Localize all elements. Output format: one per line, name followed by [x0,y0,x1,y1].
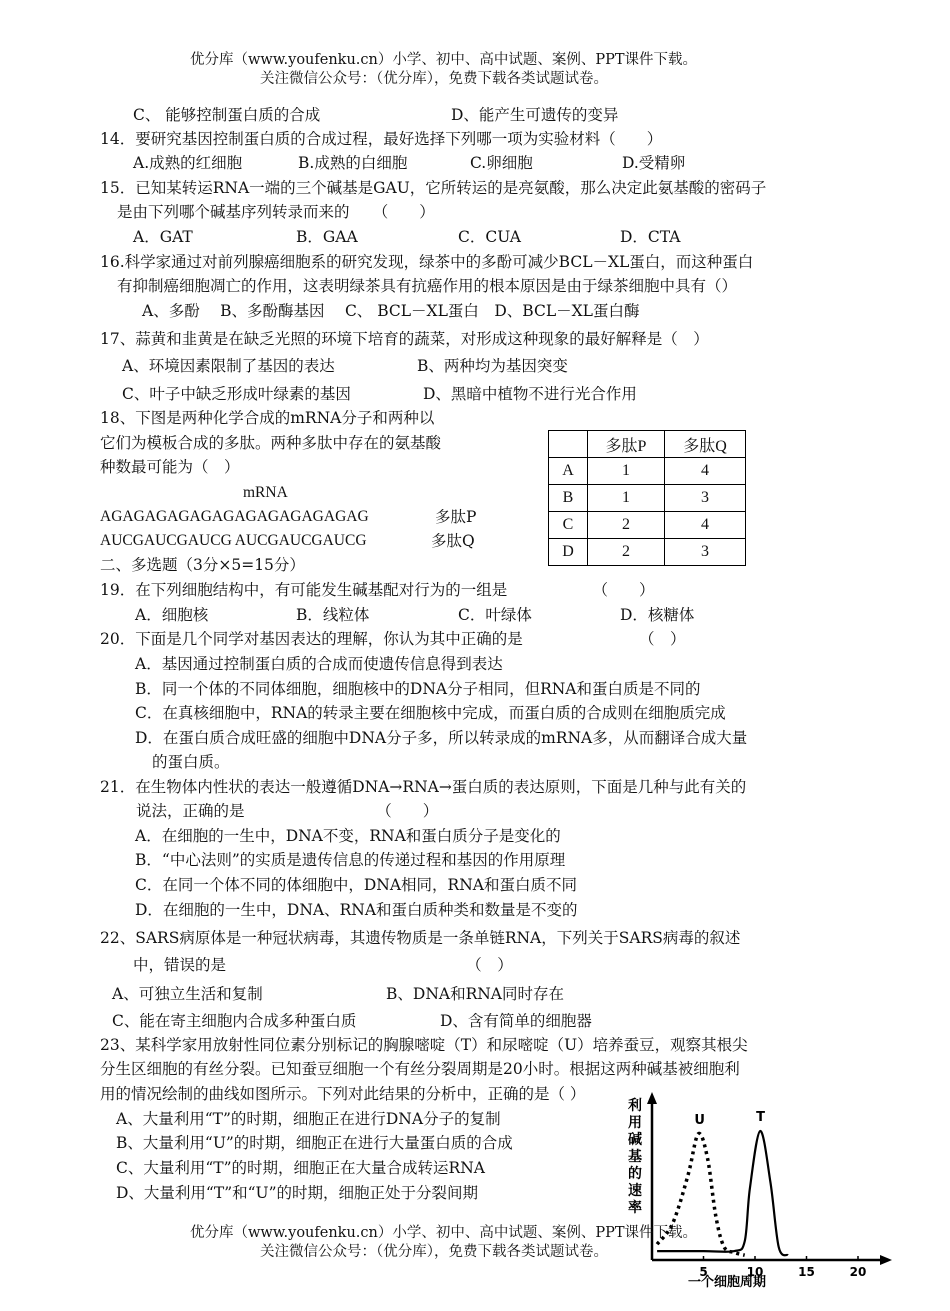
q14-option-a: A.成熟的红细胞 [133,154,243,172]
q18-peptide-q-label: 多肽Q [431,532,475,550]
series-t-label: T [756,1110,766,1126]
q20-option-c: C．在真核细胞中，RNA的转录主要在细胞核中完成，而蛋白质的合成则在细胞质完成 [135,704,726,722]
q15-option-d: D．CTA [620,228,681,246]
q21-stem-2: 说法，正确的是 （ ） [136,802,439,820]
q18-stem-2: 它们为模板合成的多肽。两种多肽中存在的氨基酸 [100,434,442,452]
table-cell: 4 [665,512,746,539]
y-axis-label-char: 基 [628,1149,642,1165]
table-cell: 1 [588,458,665,485]
table-row [549,458,746,485]
y-axis-label [628,1097,642,1216]
header-line-2: 关注微信公众号：（优分库），免费下载各类试题试卷。 [260,71,608,87]
x-tick-label: 15 [798,1265,815,1279]
q18-sequence-1: AGAGAGAGAGAGAGAGAGAGAGAG [100,508,369,525]
q22-option-a: A、可独立生活和复制 [112,985,263,1003]
table-row [549,485,746,512]
q23-option-d: D、大量利用“T”和“U”的时期，细胞正处于分裂间期 [116,1184,479,1202]
q15-stem-1: 15．已知某转运RNA一端的三个碱基是GAU，它所转运的是亮氨酸，那么决定此氨基酸的密码子 [100,179,767,197]
q15-stem-2: 是由下列哪个碱基序列转录而来的 （ ） [117,203,435,221]
q16-stem-2: 有抑制癌细胞凋亡的作用，这表明绿茶具有抗癌作用的根本原因是由于绿茶细胞中具有（） [117,277,738,295]
y-axis-label-char: 利 [628,1098,642,1114]
table-cell: 4 [665,458,746,485]
x-axis-label: 一个细胞周期 [688,1275,767,1290]
footer-line-2: 关注微信公众号：（优分库），免费下载各类试题试卷。 [260,1244,608,1260]
table-row [549,512,746,539]
q13-option-c: C、 能够控制蛋白质的合成 [133,106,321,124]
q21-stem-1: 21．在生物体内性状的表达一般遵循DNA→RNA→蛋白质的表达原则，下面是几种与此有关的 [100,778,747,796]
q21-option-a: A．在细胞的一生中，DNA不变，RNA和蛋白质分子是变化的 [135,827,561,845]
x-tick-label: 10 [746,1265,764,1279]
q15-option-c: C．CUA [458,228,521,246]
table-header-cell [549,431,588,458]
y-axis-label-char: 速 [628,1183,642,1199]
table-row [549,539,746,566]
y-axis-label-char: 用 [628,1115,642,1131]
table-cell: C [549,512,588,539]
x-tick-label: 5 [699,1265,708,1279]
table-cell: 2 [588,539,665,566]
q16-options: A、多酚 B、多酚酶基因 C、 BCL－XL蛋白 D、BCL－XL蛋白酶 [142,302,640,320]
q18-stem-3: 种数最可能为（ ） [100,458,240,476]
q23-cell-cycle-graph [608,1090,900,1290]
footer-line-1: 优分库（www.youfenku.cn）小学、初中、高中试题、案例、PPT课件下载。 [190,1225,698,1241]
table-cell: B [549,485,588,512]
q19-option-c: C．叶绿体 [458,606,532,624]
y-axis-label-char: 碱 [628,1132,642,1148]
q15-option-b: B．GAA [296,228,358,246]
q21-option-b: B．“中心法则”的实质是遗传信息的传递过程和基因的作用原理 [135,851,566,869]
q20-option-d-line-2: 的蛋白质。 [152,753,230,771]
q14-option-c: C.卵细胞 [470,154,533,172]
q17-option-b: B、两种均为基因突变 [417,357,568,375]
q19-option-b: B．线粒体 [296,606,370,624]
q20-stem: 20．下面是几个同学对基因表达的理解，你认为其中正确的是 （ ） [100,630,686,648]
q15-option-a: A．GAT [133,228,193,246]
q20-option-d-line-1: D．在蛋白质合成旺盛的细胞中DNA分子多，所以转录成的mRNA多，从而翻译合成大量 [135,729,748,747]
x-tick-label: 20 [849,1265,867,1279]
table-cell: 2 [588,512,665,539]
q13-option-d: D、能产生可遗传的变异 [451,106,619,124]
table-cell: A [549,458,588,485]
y-axis-label-char: 的 [628,1166,642,1182]
q17-option-d: D、黑暗中植物不进行光合作用 [423,385,637,403]
table-cell: 3 [665,485,746,512]
table-cell: 3 [665,539,746,566]
q19-option-d: D．核糖体 [620,606,695,624]
q18-mrna-label: mRNA [243,484,288,501]
q22-option-c: C、能在寄主细胞内合成多种蛋白质 [112,1012,357,1030]
q18-sequence-2: AUCGAUCGAUCG AUCGAUCGAUCG [100,532,367,549]
table-cell: D [549,539,588,566]
table-header-cell: 多肽Q [665,431,746,458]
q23-stem-1: 23、某科学家用放射性同位素分别标记的胸腺嘧啶（T）和尿嘧啶（U）培养蚕豆，观察其根尖 [100,1036,748,1054]
q18-answer-table [548,430,746,566]
q17-stem: 17、蒜黄和韭黄是在缺乏光照的环境下培育的蔬菜，对形成这种现象的最好解释是（ ） [100,330,709,348]
y-axis-arrow [647,1092,657,1104]
q23-option-b: B、大量利用“U”的时期，细胞正在进行大量蛋白质的合成 [116,1134,513,1152]
q22-stem-1: 22、SARS病原体是一种冠状病毒，其遗传物质是一条单链RNA，下列关于SARS病毒的叙述 [100,929,741,947]
q21-option-c: C．在同一个体不同的体细胞中，DNA相同，RNA和蛋白质不同 [135,876,577,894]
section-2-heading: 二、多选题（3分×5=15分） [100,556,305,574]
y-axis-label-char: 率 [628,1200,642,1216]
q23-stem-3: 用的情况绘制的曲线如图所示。下列对此结果的分析中，正确的是（ ） [100,1085,586,1103]
q21-option-d: D．在细胞的一生中，DNA、RNA和蛋白质种类和数量是不变的 [135,901,578,919]
q18-stem-1: 18、下图是两种化学合成的mRNA分子和两种以 [100,409,435,427]
q23-option-a: A、大量利用“T”的时期，细胞正在进行DNA分子的复制 [116,1110,501,1128]
q20-option-b: B．同一个体的不同体细胞，细胞核中的DNA分子相同，但RNA和蛋白质是不同的 [135,680,701,698]
q17-option-a: A、环境因素限制了基因的表达 [122,357,335,375]
table-header-row [549,431,746,458]
table-cell: 1 [588,485,665,512]
q23-stem-2: 分生区细胞的有丝分裂。已知蚕豆细胞一个有丝分裂周期是20小时。根据这两种碱基被细胞利 [100,1060,740,1078]
q23-option-c: C、大量利用“T”的时期，细胞正在大量合成转运RNA [116,1159,485,1177]
q14-option-b: B.成熟的白细胞 [298,154,408,172]
x-axis-arrow [880,1255,892,1265]
q17-option-c: C、叶子中缺乏形成叶绿素的基因 [122,385,351,403]
q14-option-d: D.受精卵 [622,154,686,172]
q22-stem-2: 中，错误的是 （ ） [133,956,513,974]
q22-option-b: B、DNA和RNA同时存在 [386,985,565,1003]
q22-option-d: D、含有简单的细胞器 [440,1012,592,1030]
q19-option-a: A．细胞核 [135,606,209,624]
q19-stem: 19．在下列细胞结构中，有可能发生碱基配对行为的一组是 （ ） [100,581,655,599]
q16-stem-1: 16.科学家通过对前列腺癌细胞系的研究发现，绿茶中的多酚可减少BCL－XL蛋白，而这种蛋白 [100,253,754,271]
q14-stem: 14．要研究基因控制蛋白质的合成过程，最好选择下列哪一项为实验材料（ ） [100,130,663,148]
table-header-cell: 多肽P [588,431,665,458]
q18-peptide-p-label: 多肽P [435,508,477,526]
series-u-label: U [694,1112,705,1128]
q20-option-a: A．基因通过控制蛋白质的合成而使遗传信息得到表达 [135,655,503,673]
header-line-1: 优分库（www.youfenku.cn）小学、初中、高中试题、案例、PPT课件下载。 [190,52,698,68]
